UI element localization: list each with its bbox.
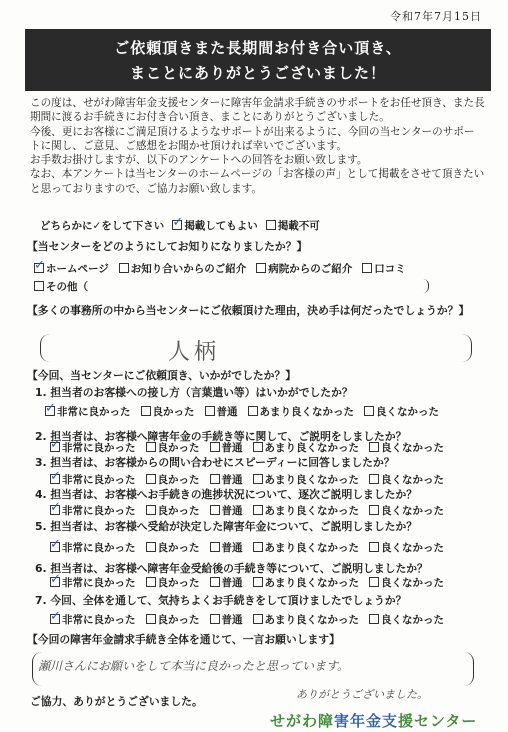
consent-yes[interactable] <box>172 218 258 233</box>
rating-option[interactable] <box>369 472 444 487</box>
rating-question: 5. 担当者は、お客様へ受給が決定した障害年金について、ご説明しましたか？ <box>35 520 418 533</box>
question-how: 【当センターをどのようにしてお知りになりましたか？】 <box>27 240 308 253</box>
rating-options <box>50 472 444 487</box>
checkbox[interactable] <box>210 505 220 515</box>
checkbox[interactable] <box>119 263 129 273</box>
consent-no[interactable] <box>266 218 320 233</box>
intro-p3: お手数お掛けしますが、以下のアンケートへの回答をお願い致します。 <box>30 154 368 167</box>
rating-option[interactable] <box>253 503 360 518</box>
checkbox[interactable] <box>369 474 379 484</box>
checkbox[interactable] <box>210 542 220 552</box>
rating-option[interactable] <box>210 612 243 627</box>
rating-options <box>50 540 444 555</box>
rating-option[interactable] <box>205 404 238 419</box>
rating-option-label: あまり良くなかった <box>264 542 359 554</box>
checkbox[interactable] <box>205 406 215 416</box>
checkbox[interactable] <box>146 474 156 484</box>
rating-question: 6. 担当者は、お客様へ障害年金受給後の手続き等について、ご説明しましたか？ <box>35 562 428 575</box>
rating-option-label: 普通 <box>221 474 243 486</box>
checkbox-checked[interactable] <box>50 442 60 452</box>
checkbox[interactable] <box>369 577 379 587</box>
checkbox[interactable] <box>34 281 44 291</box>
consent-yes-label: 掲載してもよい <box>184 220 258 232</box>
checkbox[interactable] <box>210 614 220 624</box>
checkbox[interactable] <box>146 505 156 515</box>
rating-options <box>50 440 444 455</box>
checkbox-checked[interactable] <box>50 505 60 515</box>
rating-question: 1. 担当者のお客様への接し方（言葉遣い等）はいかがでしたか？ <box>35 386 353 399</box>
checkbox[interactable] <box>146 442 156 452</box>
rating-option[interactable] <box>369 575 444 590</box>
thanks-text: ご協力、ありがとうございました。 <box>30 695 203 708</box>
rating-option-label: あまり良くなかった <box>264 614 359 626</box>
rating-option[interactable] <box>141 404 195 419</box>
rating-option-label: 非常に良かった <box>57 406 131 418</box>
rating-option-label: 普通 <box>221 505 243 517</box>
how-option-other[interactable] <box>34 279 88 294</box>
rating-option-label: 良くなかった <box>381 614 444 626</box>
rating-option[interactable] <box>210 540 243 555</box>
rating-option[interactable] <box>369 440 444 455</box>
checkbox[interactable] <box>253 577 263 587</box>
checkbox[interactable] <box>266 220 276 230</box>
rating-option[interactable] <box>369 612 444 627</box>
rating-header: 【今回、当センターにご依頼頂き、いかがでしたか？】 <box>27 369 297 382</box>
rating-question: 4. 担当者は、お客様へお手続きの進捗状況について、逐次ご説明しましたか？ <box>35 488 418 501</box>
rating-option-label: 良かった <box>157 614 200 626</box>
checkbox-checked[interactable] <box>50 474 60 484</box>
rating-option-label: 非常に良かった <box>62 542 136 554</box>
rating-option-label: 非常に良かった <box>62 614 136 626</box>
rating-option[interactable] <box>50 472 136 487</box>
rating-option-label: あまり良くなかった <box>264 442 359 454</box>
rating-option[interactable] <box>253 575 360 590</box>
rating-option-label: 良かった <box>157 577 200 589</box>
checkbox[interactable] <box>369 442 379 452</box>
rating-option-label: 良くなかった <box>381 474 444 486</box>
rating-option[interactable] <box>253 612 360 627</box>
how-options <box>34 261 406 276</box>
date: 令和7年7月15日 <box>390 10 482 23</box>
rating-option[interactable] <box>210 472 243 487</box>
rating-option-label: あまり良くなかった <box>264 505 359 517</box>
checkbox[interactable] <box>210 577 220 587</box>
checkbox-checked[interactable] <box>50 577 60 587</box>
rating-option[interactable] <box>146 575 200 590</box>
banner-line2: まことにありがとうございました！ <box>129 64 386 82</box>
rating-option-label: 普通 <box>216 406 238 418</box>
question-why: 【多くの事務所の中から当センターにご依頼頂けた理由，決め手は何だったでしょうか？】 <box>27 304 470 317</box>
rating-option-label: 良かった <box>157 474 200 486</box>
rating-option[interactable] <box>50 612 136 627</box>
organization-name-part: 援センター <box>398 712 478 730</box>
rating-option-label: 良くなかった <box>381 542 444 554</box>
question-final: 【今回の障害年金請求手続き全体を通じて、一言お願いします】 <box>27 633 340 646</box>
rating-option-label: 非常に良かった <box>62 577 136 589</box>
rating-option[interactable] <box>146 472 200 487</box>
rating-option[interactable] <box>253 540 360 555</box>
rating-option-label: 良くなかった <box>381 577 444 589</box>
intro-text <box>30 96 485 196</box>
checkbox[interactable] <box>253 614 263 624</box>
how-option-wordofmouth[interactable] <box>362 261 406 276</box>
rating-option[interactable] <box>364 404 439 419</box>
consent-row <box>40 218 320 233</box>
checkbox[interactable] <box>210 474 220 484</box>
how-option-homepage[interactable] <box>34 261 109 276</box>
rating-option-label: 良かった <box>157 442 200 454</box>
rating-option-label: 良かった <box>157 542 200 554</box>
intro-p4: なお、本アンケートは当センターのホームページの「お客様の声」として掲載をさせて頂きたいと思っておりますので、ご協力お願い致します。 <box>30 168 485 195</box>
checkbox[interactable] <box>369 614 379 624</box>
rating-option[interactable] <box>146 612 200 627</box>
rating-option-label: 普通 <box>221 577 243 589</box>
rating-option[interactable] <box>369 503 444 518</box>
intro-p2: 今後、更にお客様にご満足頂けるようなサポートが出来るように、今回の当センターのサポートに関し、ご意見、ご感想をお聞かせ頂ければ幸いでございます。 <box>30 125 475 152</box>
how-option-referral[interactable] <box>119 261 247 276</box>
rating-option-label: 良くなかった <box>381 505 444 517</box>
option-label: 口コミ <box>374 263 406 275</box>
option-label: 病院からのご紹介 <box>268 263 353 275</box>
checkbox[interactable] <box>146 577 156 587</box>
title-banner <box>25 29 491 91</box>
rating-option-label: あまり良くなかった <box>264 577 359 589</box>
rating-option[interactable] <box>50 503 136 518</box>
checkbox[interactable] <box>146 614 156 624</box>
checkbox-checked[interactable] <box>172 220 182 230</box>
other-input-bracket[interactable] <box>98 279 429 293</box>
option-label: お知り合いからのご紹介 <box>130 263 247 275</box>
organization-name-part: せがわ障 <box>270 712 335 730</box>
rating-option-label: あまり良くなかった <box>264 474 359 486</box>
final-answer-line2: ありがとうございました。 <box>296 688 428 701</box>
rating-option[interactable] <box>50 540 136 555</box>
why-answer-box[interactable] <box>40 334 472 362</box>
why-answer: 人柄 <box>168 340 221 365</box>
option-label: ホームページ <box>46 263 109 275</box>
consent-no-label: 掲載不可 <box>277 220 320 232</box>
rating-option[interactable] <box>253 472 360 487</box>
checkbox[interactable] <box>256 263 266 273</box>
organization-name-part: 害年金支 <box>334 712 399 730</box>
checkbox[interactable] <box>248 406 258 416</box>
rating-options <box>50 503 444 518</box>
intro-p1: この度は、せがわ障害年金支援センターに障害年金請求手続きのサポートをお任せ頂き、また長期間に渡るお手続きにお付き合い頂き、まことにありがとうございました。 <box>30 97 485 124</box>
checkbox-checked[interactable] <box>34 263 44 273</box>
rating-option-label: 普通 <box>221 442 243 454</box>
rating-question: 7. 今回、全体を通して、気持ちよくお手続きをして頂けましたでしょうか？ <box>35 594 407 607</box>
rating-option[interactable] <box>146 440 200 455</box>
checkbox-checked[interactable] <box>50 542 60 552</box>
rating-option[interactable] <box>50 575 136 590</box>
rating-question: 3. 担当者は、お客様からの問い合わせにスピーディーに回答しましたか？ <box>35 456 395 469</box>
consent-prompt: どちらかに✓をして下さい <box>40 220 165 232</box>
rating-option-label: 非常に良かった <box>62 474 136 486</box>
rating-option-label: 良かった <box>157 505 200 517</box>
banner-line1: ご依頼頂きまた長期間お付き合い頂き、 <box>114 39 402 57</box>
checkbox[interactable] <box>253 474 263 484</box>
other-label: その他（ <box>46 281 88 293</box>
rating-option[interactable] <box>146 503 200 518</box>
rating-option[interactable] <box>248 404 355 419</box>
rating-option-label: 良くなかった <box>381 442 444 454</box>
checkbox[interactable] <box>253 442 263 452</box>
rating-option-label: 良かった <box>152 406 195 418</box>
checkbox[interactable] <box>253 542 263 552</box>
checkbox[interactable] <box>146 542 156 552</box>
rating-options <box>50 612 444 627</box>
checkbox[interactable] <box>369 505 379 515</box>
checkbox[interactable] <box>369 542 379 552</box>
rating-options <box>45 404 439 419</box>
checkbox[interactable] <box>364 406 374 416</box>
rating-question: 2. 担当者は、お客様へ障害年金の手続き等に関して、ご説明をしましたか？ <box>35 430 407 443</box>
checkbox[interactable] <box>362 263 372 273</box>
organization-name <box>270 710 477 731</box>
rating-options <box>50 575 444 590</box>
rating-option-label: 非常に良かった <box>62 442 136 454</box>
rating-option[interactable] <box>369 540 444 555</box>
checkbox[interactable] <box>253 505 263 515</box>
rating-option-label: あまり良くなかった <box>259 406 354 418</box>
rating-option-label: 非常に良かった <box>62 505 136 517</box>
rating-option[interactable] <box>210 503 243 518</box>
checkbox[interactable] <box>210 442 220 452</box>
rating-option-label: 普通 <box>221 614 243 626</box>
rating-option[interactable] <box>253 440 360 455</box>
final-answer-line1: 瀬川さんにお願いをして本当に良かったと思っています。 <box>38 659 350 673</box>
checkbox-checked[interactable] <box>45 406 55 416</box>
rating-option-label: 良くなかった <box>376 406 439 418</box>
how-option-hospital[interactable] <box>256 261 352 276</box>
checkbox[interactable] <box>141 406 151 416</box>
rating-option-label: 普通 <box>221 542 243 554</box>
rating-option[interactable] <box>146 540 200 555</box>
rating-option[interactable] <box>210 575 243 590</box>
rating-option[interactable] <box>45 404 131 419</box>
checkbox-checked[interactable] <box>50 614 60 624</box>
rating-option[interactable] <box>210 440 243 455</box>
rating-option[interactable] <box>50 440 136 455</box>
